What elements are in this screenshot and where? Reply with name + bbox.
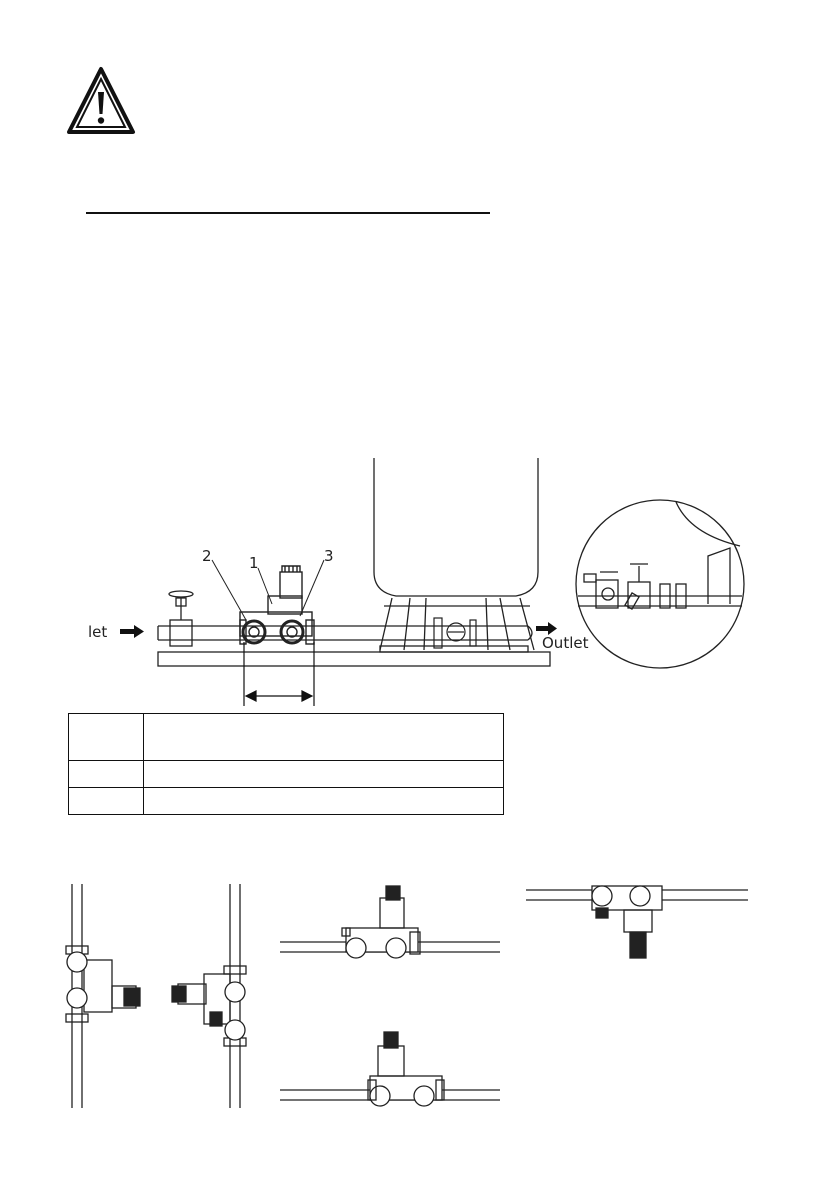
specification-table (68, 713, 504, 815)
table-row (69, 761, 504, 788)
section-heading-underline (86, 212, 490, 214)
warning-triangle-icon (66, 66, 136, 136)
orientation-vertical-right (164, 884, 264, 1108)
table-cell (144, 714, 504, 761)
callout-2: 2 (202, 547, 212, 565)
table-cell (69, 714, 144, 761)
table-cell (69, 761, 144, 788)
detail-view (576, 500, 744, 668)
table-row (69, 714, 504, 761)
orientation-vertical-left (40, 884, 150, 1108)
orientation-horizontal-down (526, 884, 748, 964)
tank-valve (434, 618, 476, 648)
table-row (69, 788, 504, 815)
pressure-reducing-valve-assembly (240, 566, 314, 644)
table-cell (69, 788, 144, 815)
outlet-label: Outlet (542, 634, 589, 652)
orientation-horizontal-up (280, 884, 500, 968)
inlet-arrow-icon (120, 625, 144, 638)
gate-valve (169, 591, 193, 646)
installation-diagram (0, 450, 840, 710)
orientation-horizontal-up-alt (280, 1028, 500, 1112)
table-cell (144, 761, 504, 788)
inlet-label: let (88, 623, 108, 641)
table-cell (144, 788, 504, 815)
callout-1: 1 (249, 554, 259, 572)
mounting-board (158, 652, 550, 666)
callout-3: 3 (324, 547, 334, 565)
